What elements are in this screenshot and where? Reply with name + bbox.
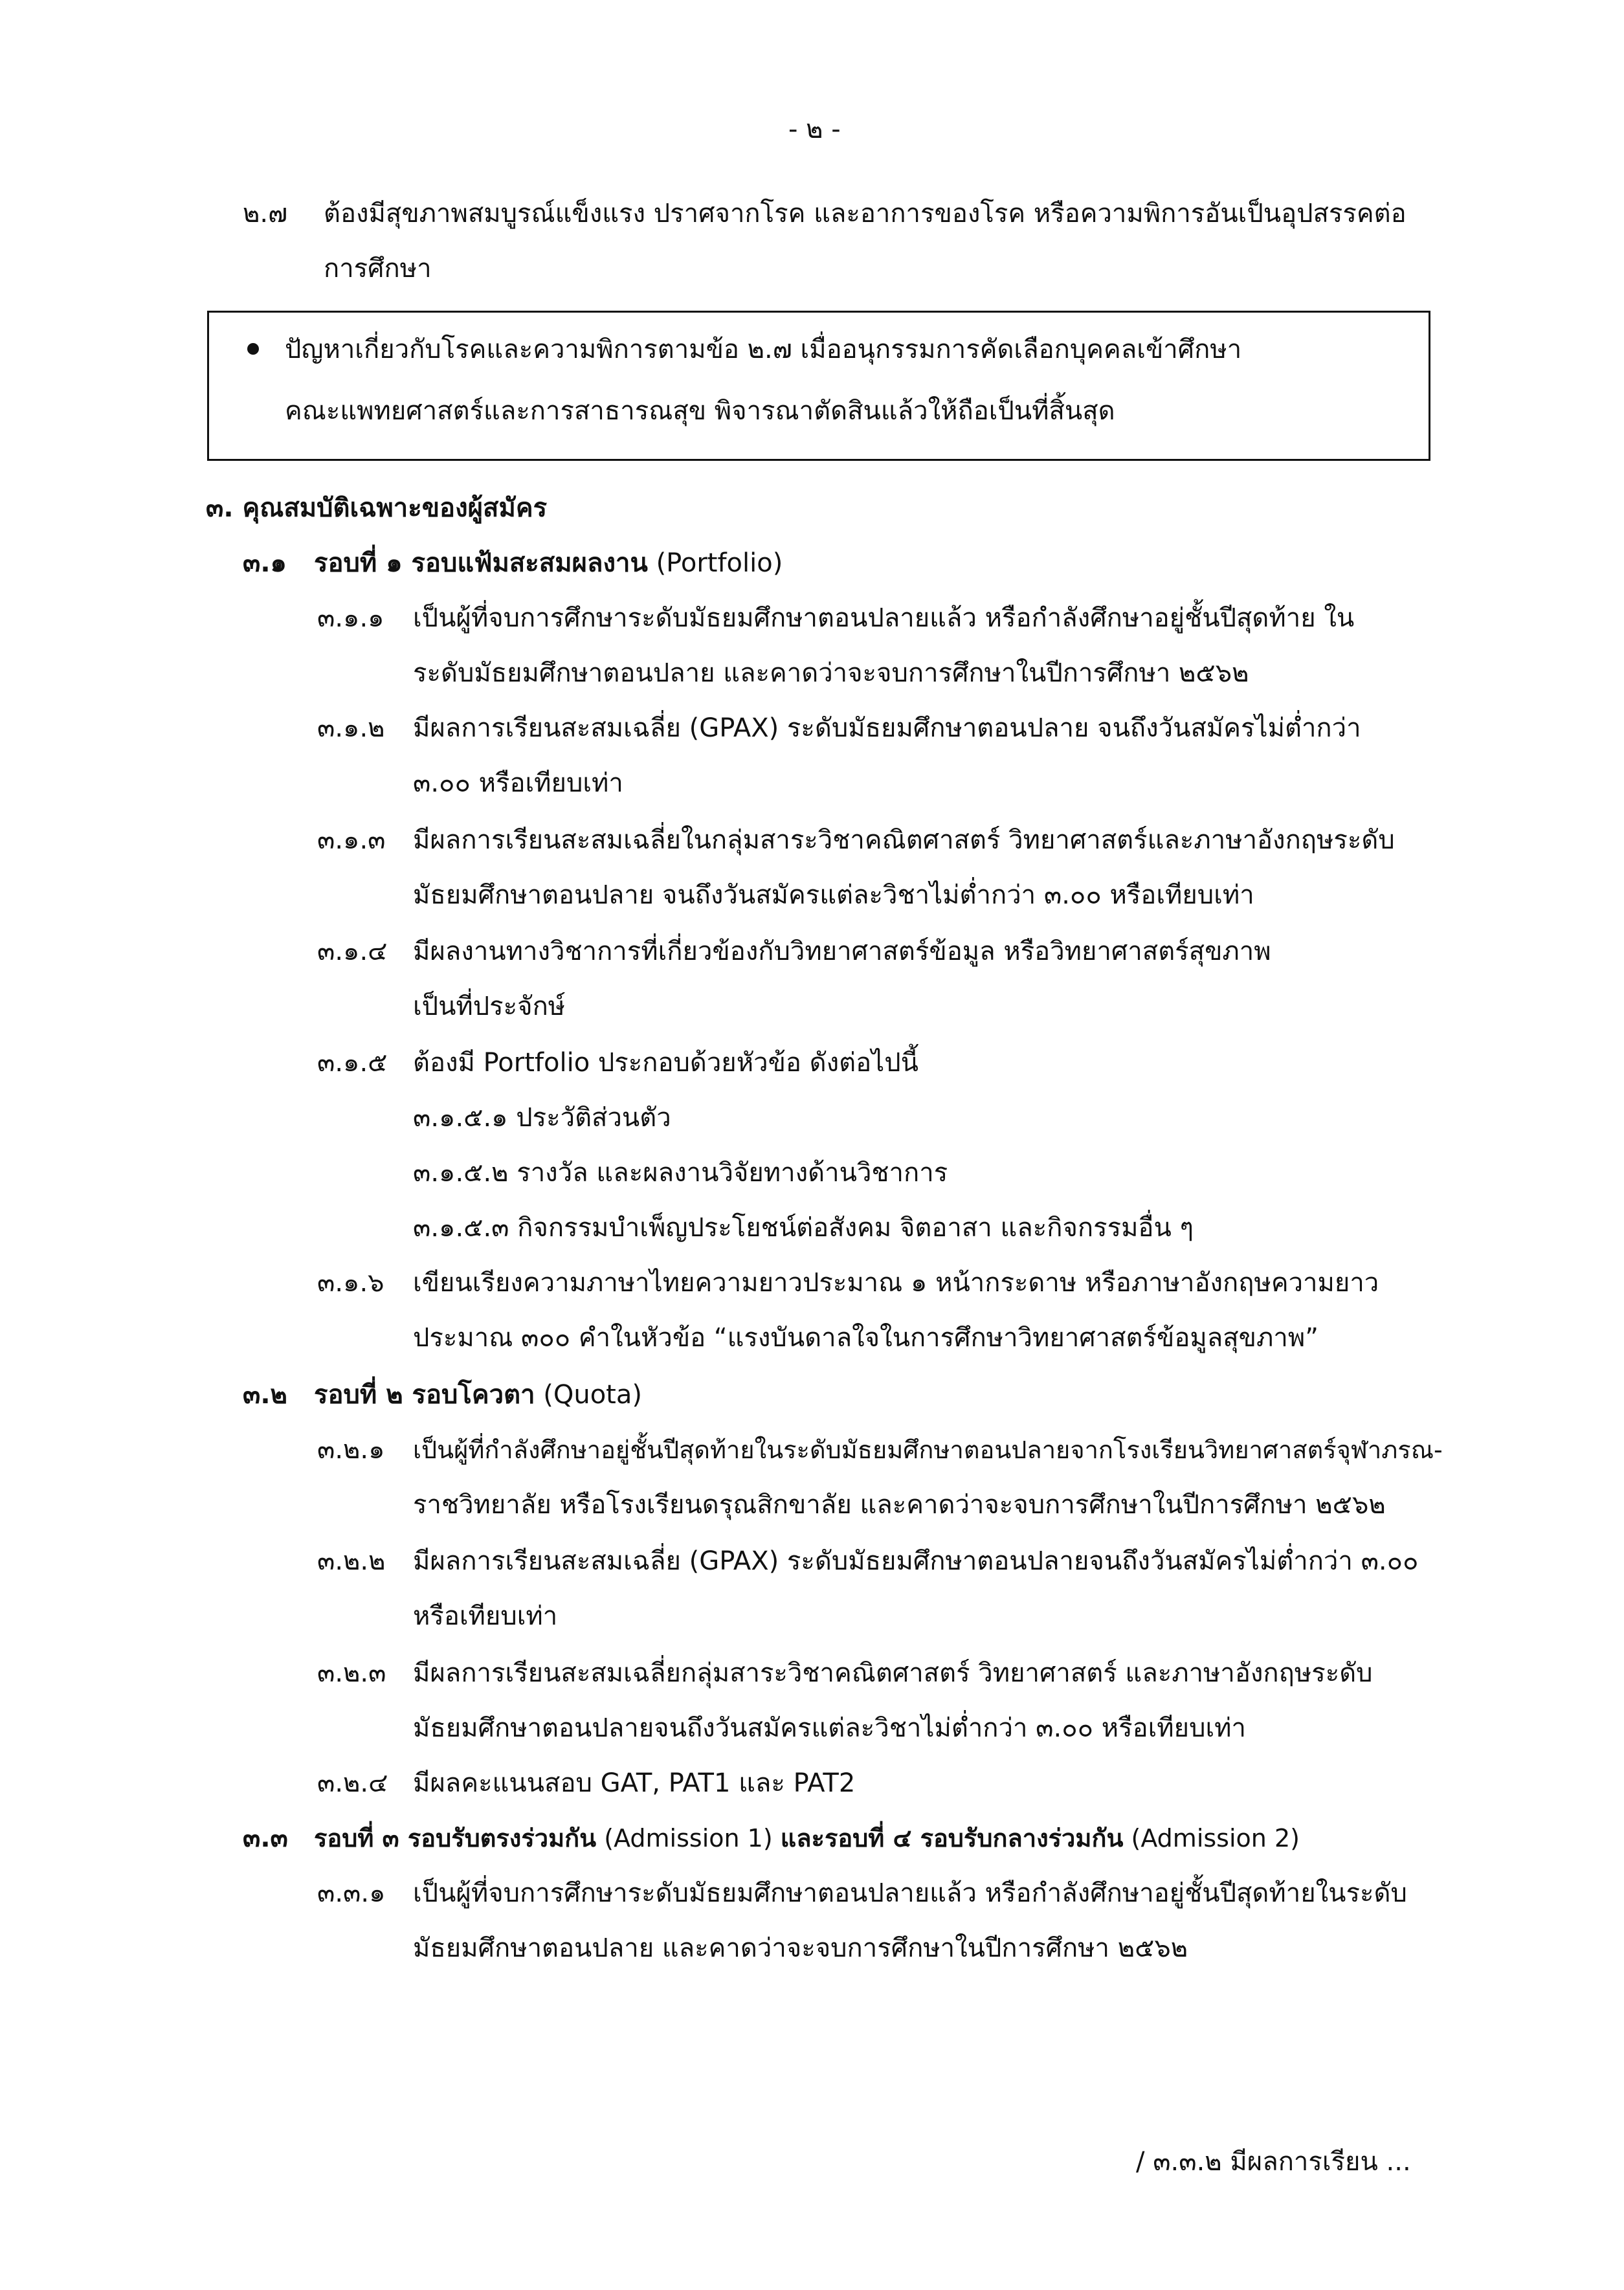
item-number: ๓.๑.๔ [317, 937, 388, 966]
subsection-number: ๓.๓ [243, 1823, 288, 1853]
note-text: คณะแพทยศาสตร์และการสาธารณสุข พิจารณาตัดสินแล้วให้ถือเป็นที่สิ้นสุด [285, 396, 1115, 426]
item-text: ราชวิทยาลัย หรือโรงเรียนดรุณสิกขาลัย และคาดว่าจะจบการศึกษาในปีการศึกษา ๒๕๖๒ [413, 1490, 1386, 1520]
item-number: ๓.๒.๓ [317, 1658, 386, 1688]
subsection-number: ๓.๑ [243, 548, 287, 578]
item-number: ๓.๑.๑ [317, 603, 384, 633]
item-text: ต้องมีสุขภาพสมบูรณ์แข็งแรง ปราศจากโรค และอาการของโรค หรือความพิการอันเป็นอุปสรรคต่อ [324, 199, 1407, 228]
subsection-heading [314, 1375, 642, 1414]
item-text: ประมาณ ๓๐๐ คำในหัวข้อ “แรงบันดาลใจในการศึกษาวิทยาศาสตร์ข้อมูลสุขภาพ” [413, 1323, 1318, 1353]
page-number: - ๒ - [788, 115, 841, 144]
subsection-heading [314, 1819, 1300, 1858]
item-text: ๓.๐๐ หรือเทียบเท่า [413, 768, 623, 798]
item-number: ๓.๓.๑ [317, 1878, 386, 1908]
item-text: ระดับมัธยมศึกษาตอนปลาย และคาดว่าจะจบการศึกษาในปีการศึกษา ๒๕๖๒ [413, 658, 1249, 688]
subsection-heading [314, 544, 783, 583]
page-continuation: / ๓.๓.๒ มีผลการเรียน ... [1136, 2147, 1411, 2177]
bullet-icon [247, 343, 259, 355]
subsection-title-suffix: (Portfolio) [656, 548, 783, 578]
item-text: เป็นผู้ที่จบการศึกษาระดับมัธยมศึกษาตอนปลายแล้ว หรือกำลังศึกษาอยู่ชั้นปีสุดท้ายในระดับ [413, 1878, 1407, 1908]
item-text: มีผลการเรียนสะสมเฉลี่ย (GPAX) ระดับมัธยมศึกษาตอนปลาย จนถึงวันสมัครไม่ต่ำกว่า [413, 713, 1361, 743]
item-text: มัธยมศึกษาตอนปลาย จนถึงวันสมัครแต่ละวิชาไม่ต่ำกว่า ๓.๐๐ หรือเทียบเท่า [413, 880, 1254, 910]
item-text: มัธยมศึกษาตอนปลาย และคาดว่าจะจบการศึกษาในปีการศึกษา ๒๕๖๒ [413, 1933, 1188, 1963]
item-number: ๓.๑.๖ [317, 1268, 384, 1298]
section-heading: ๓. คุณสมบัติเฉพาะของผู้สมัคร [206, 493, 548, 523]
subsection-title-suffix: (Admission 2) [1131, 1824, 1300, 1852]
subsection-title-suffix: (Quota) [543, 1380, 642, 1410]
item-number: ๒.๗ [243, 199, 288, 228]
subsection-number: ๓.๒ [243, 1380, 287, 1410]
item-text: มีผลคะแนนสอบ GAT, PAT1 และ PAT2 [413, 1768, 856, 1798]
item-text: มีผลงานทางวิชาการที่เกี่ยวข้องกับวิทยาศาสตร์ข้อมูล หรือวิทยาศาสตร์สุขภาพ [413, 937, 1271, 966]
subsection-title: รอบที่ ๑ รอบแฟ้มสะสมผลงาน [314, 548, 648, 578]
subsection-title: รอบที่ ๓ รอบรับตรงร่วมกัน [314, 1824, 597, 1852]
sub-item-text: ๓.๑.๕.๓ กิจกรรมบำเพ็ญประโยชน์ต่อสังคม จิตอาสา และกิจกรรมอื่น ๆ [413, 1213, 1194, 1243]
item-number: ๓.๑.๓ [317, 825, 386, 855]
item-text: มีผลการเรียนสะสมเฉลี่ยในกลุ่มสาระวิชาคณิตศาสตร์ วิทยาศาสตร์และภาษาอังกฤษระดับ [413, 825, 1395, 855]
item-text: เป็นผู้ที่จบการศึกษาระดับมัธยมศึกษาตอนปลายแล้ว หรือกำลังศึกษาอยู่ชั้นปีสุดท้าย ใน [413, 603, 1355, 633]
item-text: เป็นที่ประจักษ์ [413, 992, 566, 1021]
item-text: มีผลการเรียนสะสมเฉลี่ยกลุ่มสาระวิชาคณิตศาสตร์ วิทยาศาสตร์ และภาษาอังกฤษระดับ [413, 1658, 1373, 1688]
item-number: ๓.๒.๑ [317, 1435, 385, 1465]
subsection-title: และรอบที่ ๔ รอบรับกลางร่วมกัน [780, 1824, 1124, 1852]
subsection-title: รอบที่ ๒ รอบโควตา [314, 1380, 535, 1410]
item-number: ๓.๑.๕ [317, 1048, 388, 1078]
item-text: มัธยมศึกษาตอนปลายจนถึงวันสมัครแต่ละวิชาไม่ต่ำกว่า ๓.๐๐ หรือเทียบเท่า [413, 1713, 1246, 1743]
item-number: ๓.๒.๒ [317, 1546, 386, 1576]
item-number: ๓.๑.๒ [317, 713, 385, 743]
item-text: หรือเทียบเท่า [413, 1601, 558, 1631]
item-text: ต้องมี Portfolio ประกอบด้วยหัวข้อ ดังต่อไปนี้ [413, 1048, 919, 1078]
item-text: เขียนเรียงความภาษาไทยความยาวประมาณ ๑ หน้ากระดาษ หรือภาษาอังกฤษความยาว [413, 1268, 1379, 1298]
item-number: ๓.๒.๔ [317, 1768, 388, 1798]
sub-item-text: ๓.๑.๕.๑ ประวัติส่วนตัว [413, 1103, 671, 1133]
item-text: การศึกษา [324, 254, 432, 283]
sub-item-text: ๓.๑.๕.๒ รางวัล และผลงานวิจัยทางด้านวิชาการ [413, 1158, 948, 1188]
item-text: มีผลการเรียนสะสมเฉลี่ย (GPAX) ระดับมัธยมศึกษาตอนปลายจนถึงวันสมัครไม่ต่ำกว่า ๓.๐๐ [413, 1546, 1419, 1576]
subsection-title-suffix: (Admission 1) [604, 1824, 773, 1852]
note-text: ปัญหาเกี่ยวกับโรคและความพิการตามข้อ ๒.๗ เมื่ออนุกรรมการคัดเลือกบุคคลเข้าศึกษา [285, 335, 1242, 364]
item-text: เป็นผู้ที่กำลังศึกษาอยู่ชั้นปีสุดท้ายในระดับมัธยมศึกษาตอนปลายจากโรงเรียนวิทยาศาสตร์จุฬาภรณ- [413, 1436, 1443, 1464]
